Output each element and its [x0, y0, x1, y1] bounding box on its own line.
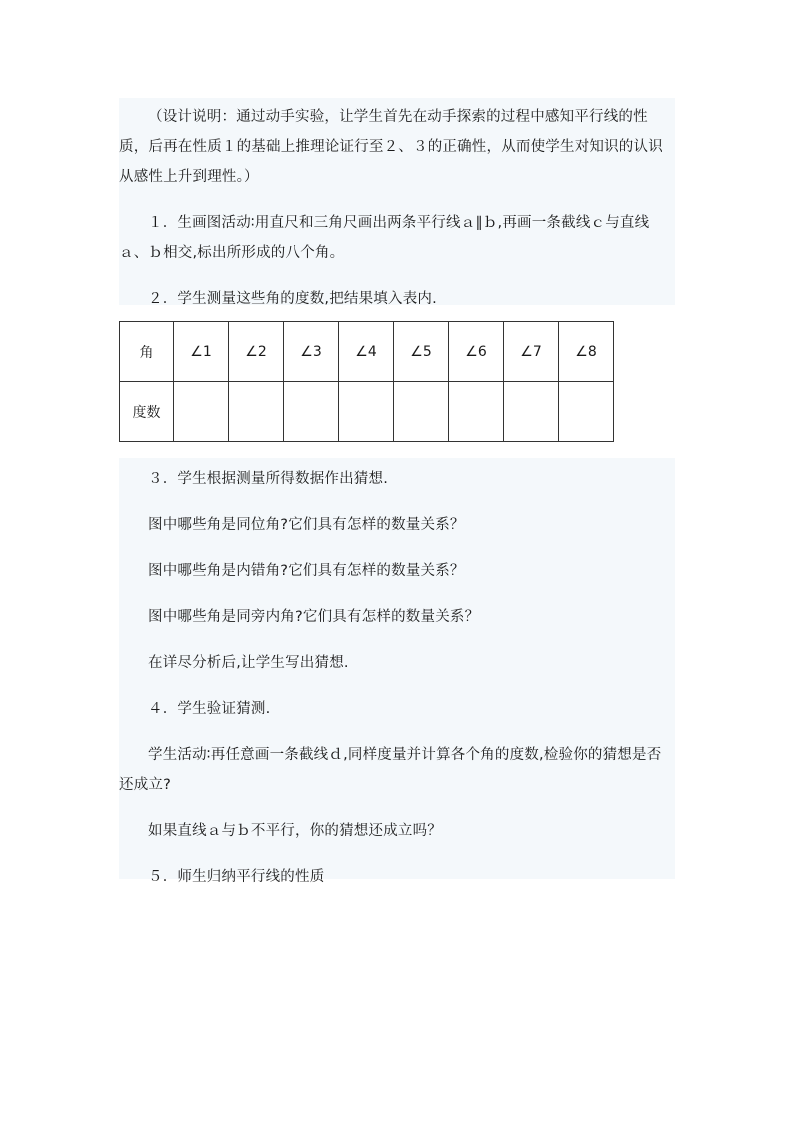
step5-paragraph: ５．师生归纳平行线的性质: [148, 869, 325, 885]
degree-cell-8: [559, 382, 614, 442]
question-corresponding-angles: 图中哪些角是同位角?它们具有怎样的数量关系？: [148, 517, 465, 533]
angle-cell-3: ∠3: [284, 322, 339, 382]
question-same-side-angles: 图中哪些角是同旁内角?它们具有怎样的数量关系？: [148, 609, 480, 625]
table-header-degrees: 度数: [120, 382, 174, 442]
degree-cell-6: [449, 382, 504, 442]
student-activity-paragraph: 学生活动∶再任意画一条截线ｄ,同样度量并计算各个角的度数,检验你的猜想是否还成立?: [119, 747, 662, 793]
table-header-angle: 角: [120, 322, 174, 382]
angle-cell-7: ∠7: [504, 322, 559, 382]
angle-cell-8: ∠8: [559, 322, 614, 382]
degree-cell-4: [339, 382, 394, 442]
degree-cell-3: [284, 382, 339, 442]
text-block-top: [119, 98, 675, 305]
degree-cell-5: [394, 382, 449, 442]
step4-paragraph: ４．学生验证猜测.: [148, 701, 271, 717]
angle-cell-1: ∠1: [174, 322, 229, 382]
angle-cell-4: ∠4: [339, 322, 394, 382]
degree-cell-2: [229, 382, 284, 442]
step3-paragraph: ３．学生根据测量所得数据作出猜想.: [148, 471, 389, 487]
step2-paragraph: ２．学生测量这些角的度数,把结果填入表内.: [148, 291, 437, 307]
question-alternate-angles: 图中哪些角是内错角?它们具有怎样的数量关系？: [148, 563, 465, 579]
conjecture-paragraph: 在详尽分析后,让学生写出猜想.: [148, 655, 349, 671]
angle-cell-5: ∠5: [394, 322, 449, 382]
angle-cell-2: ∠2: [229, 322, 284, 382]
angle-measure-table: [119, 321, 614, 442]
design-note-paragraph: （设计说明：通过动手实验，让学生首先在动手探索的过程中感知平行线的性质，后再在性质１的基础上推理论证行至２、３的正确性，从而使学生对知识的认识从感性上升到理性。）: [119, 109, 663, 185]
angle-cell-6: ∠6: [449, 322, 504, 382]
text-block-bottom: [119, 458, 675, 885]
table-row-degrees: [120, 382, 614, 442]
nonparallel-question: 如果直线ａ与ｂ不平行，你的猜想还成立吗？: [148, 823, 442, 839]
degree-cell-1: [174, 382, 229, 442]
table-row-angles: [120, 322, 614, 382]
step1-paragraph: １．生画图活动∶用直尺和三角尺画出两条平行线ａ∥ｂ,再画一条截线ｃ与直线ａ、ｂ相交,标出所形成的八个角。: [119, 215, 650, 261]
degree-cell-7: [504, 382, 559, 442]
